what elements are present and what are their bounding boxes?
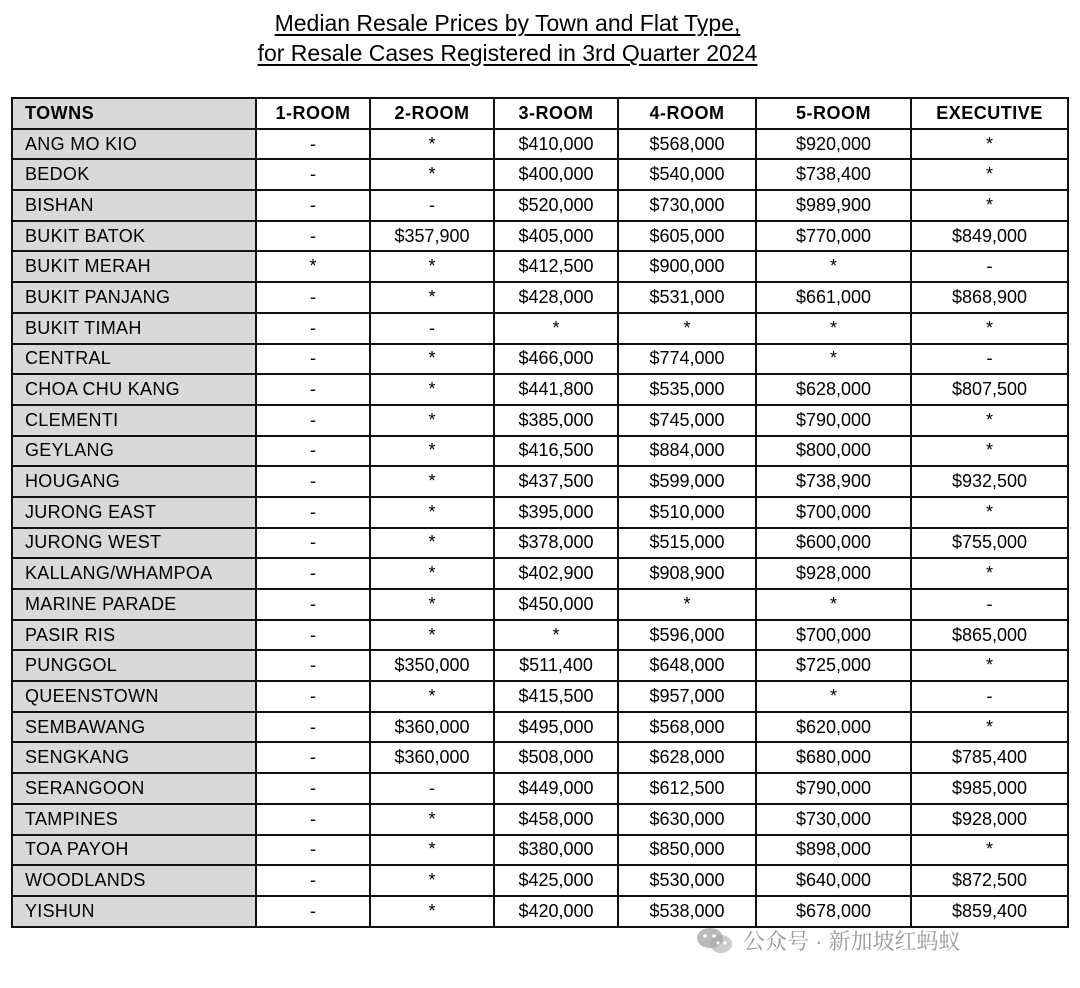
price-cell-4-room: $540,000 [618, 159, 756, 190]
town-name-cell: PASIR RIS [12, 620, 256, 651]
town-name-cell: SENGKANG [12, 742, 256, 773]
price-cell-5-room: $661,000 [756, 282, 911, 313]
price-cell-4-room: $628,000 [618, 742, 756, 773]
price-cell-executive: $807,500 [911, 374, 1068, 405]
price-cell-5-room: $989,900 [756, 190, 911, 221]
town-name-cell: ANG MO KIO [12, 129, 256, 160]
price-cell-2-room: $360,000 [370, 712, 494, 743]
price-cell-5-room: $678,000 [756, 896, 911, 927]
price-cell-4-room: $515,000 [618, 528, 756, 559]
table-row [12, 251, 1068, 282]
price-cell-4-room: $535,000 [618, 374, 756, 405]
title-line-2: for Resale Cases Registered in 3rd Quarter 2024 [257, 40, 758, 66]
table-row [12, 190, 1068, 221]
price-cell-executive: - [911, 589, 1068, 620]
price-cell-1-room: - [256, 190, 370, 221]
price-cell-5-room: $928,000 [756, 558, 911, 589]
table-row [12, 129, 1068, 160]
price-cell-4-room: $596,000 [618, 620, 756, 651]
price-cell-3-room: $458,000 [494, 804, 618, 835]
price-cell-4-room: $538,000 [618, 896, 756, 927]
price-cell-1-room: - [256, 896, 370, 927]
price-cell-1-room: - [256, 313, 370, 344]
price-cell-1-room: - [256, 865, 370, 896]
wechat-icon [695, 926, 735, 956]
price-cell-1-room: - [256, 129, 370, 160]
price-cell-1-room: - [256, 558, 370, 589]
price-cell-2-room: * [370, 497, 494, 528]
price-cell-3-room: $450,000 [494, 589, 618, 620]
price-cell-2-room: * [370, 344, 494, 375]
column-header-3-room: 3-ROOM [494, 98, 618, 129]
town-name-cell: CLEMENTI [12, 405, 256, 436]
price-cell-2-room: * [370, 282, 494, 313]
price-cell-2-room: * [370, 528, 494, 559]
price-cell-4-room: $510,000 [618, 497, 756, 528]
table-row [12, 650, 1068, 681]
price-cell-5-room: $790,000 [756, 405, 911, 436]
price-cell-4-room: $774,000 [618, 344, 756, 375]
price-cell-1-room: - [256, 589, 370, 620]
price-cell-3-room: $520,000 [494, 190, 618, 221]
price-cell-5-room: $680,000 [756, 742, 911, 773]
price-cell-executive: * [911, 497, 1068, 528]
price-cell-1-room: - [256, 497, 370, 528]
price-cell-1-room: - [256, 344, 370, 375]
column-header-5-room: 5-ROOM [756, 98, 911, 129]
price-cell-executive: * [911, 436, 1068, 467]
price-cell-3-room: $449,000 [494, 773, 618, 804]
price-cell-3-room: $437,500 [494, 466, 618, 497]
table-row [12, 589, 1068, 620]
price-cell-3-room: $405,000 [494, 221, 618, 252]
town-name-cell: BEDOK [12, 159, 256, 190]
price-cell-1-room: - [256, 620, 370, 651]
price-cell-5-room: $920,000 [756, 129, 911, 160]
price-cell-3-room: $380,000 [494, 835, 618, 866]
table-header-row [12, 98, 1068, 129]
table-body [12, 129, 1068, 927]
price-cell-executive: $932,500 [911, 466, 1068, 497]
town-name-cell: BUKIT PANJANG [12, 282, 256, 313]
price-cell-3-room: $495,000 [494, 712, 618, 743]
price-cell-4-room: $884,000 [618, 436, 756, 467]
price-cell-executive: $868,900 [911, 282, 1068, 313]
table-row [12, 681, 1068, 712]
price-cell-executive: $755,000 [911, 528, 1068, 559]
town-name-cell: HOUGANG [12, 466, 256, 497]
price-cell-4-room: $531,000 [618, 282, 756, 313]
price-cell-3-room: $410,000 [494, 129, 618, 160]
price-cell-3-room: * [494, 313, 618, 344]
table-row [12, 742, 1068, 773]
price-cell-2-room: * [370, 804, 494, 835]
table-row [12, 159, 1068, 190]
table-row [12, 436, 1068, 467]
town-name-cell: JURONG EAST [12, 497, 256, 528]
price-cell-3-room: $395,000 [494, 497, 618, 528]
table-row [12, 558, 1068, 589]
watermark [695, 925, 961, 956]
price-cell-3-room: $412,500 [494, 251, 618, 282]
price-cell-3-room: $385,000 [494, 405, 618, 436]
price-cell-2-room: * [370, 620, 494, 651]
price-cell-5-room: $700,000 [756, 620, 911, 651]
table-row [12, 865, 1068, 896]
watermark-text: 公众号 · 新加坡红蚂蚁 [743, 929, 961, 954]
price-cell-executive: * [911, 159, 1068, 190]
price-cell-3-room: $428,000 [494, 282, 618, 313]
town-name-cell: WOODLANDS [12, 865, 256, 896]
price-cell-5-room: $898,000 [756, 835, 911, 866]
price-cell-3-room: $420,000 [494, 896, 618, 927]
price-cell-executive: - [911, 681, 1068, 712]
column-header-2-room: 2-ROOM [370, 98, 494, 129]
price-cell-4-room: * [618, 313, 756, 344]
price-cell-5-room: $738,900 [756, 466, 911, 497]
table-row [12, 282, 1068, 313]
price-cell-1-room: - [256, 374, 370, 405]
price-cell-4-room: $630,000 [618, 804, 756, 835]
price-cell-executive: - [911, 344, 1068, 375]
price-cell-executive: * [911, 405, 1068, 436]
table-row [12, 804, 1068, 835]
town-name-cell: QUEENSTOWN [12, 681, 256, 712]
price-cell-3-room: $441,800 [494, 374, 618, 405]
price-cell-2-room: * [370, 835, 494, 866]
price-cell-4-room: $745,000 [618, 405, 756, 436]
price-cell-3-room: $425,000 [494, 865, 618, 896]
price-cell-executive: * [911, 313, 1068, 344]
price-cell-3-room: $466,000 [494, 344, 618, 375]
price-cell-1-room: - [256, 528, 370, 559]
price-cell-executive: * [911, 558, 1068, 589]
price-cell-2-room: * [370, 681, 494, 712]
price-cell-2-room: $360,000 [370, 742, 494, 773]
price-cell-1-room: - [256, 650, 370, 681]
price-cell-2-room: - [370, 313, 494, 344]
column-header-executive: EXECUTIVE [911, 98, 1068, 129]
title-line-1: Median Resale Prices by Town and Flat Type, [274, 10, 741, 36]
price-cell-4-room: $568,000 [618, 129, 756, 160]
price-cell-4-room: $900,000 [618, 251, 756, 282]
price-cell-1-room: - [256, 405, 370, 436]
table-row [12, 896, 1068, 927]
table-row [12, 773, 1068, 804]
price-cell-1-room: - [256, 436, 370, 467]
price-cell-2-room: $357,900 [370, 221, 494, 252]
town-name-cell: YISHUN [12, 896, 256, 927]
price-cell-3-room: * [494, 620, 618, 651]
town-name-cell: TOA PAYOH [12, 835, 256, 866]
table-row [12, 528, 1068, 559]
town-name-cell: CENTRAL [12, 344, 256, 375]
price-cell-executive: * [911, 650, 1068, 681]
price-cell-1-room: - [256, 282, 370, 313]
table-row [12, 466, 1068, 497]
price-cell-2-room: * [370, 558, 494, 589]
price-cell-4-room: $850,000 [618, 835, 756, 866]
price-cell-2-room: - [370, 773, 494, 804]
table-row [12, 374, 1068, 405]
price-cell-4-room: $612,500 [618, 773, 756, 804]
column-header-4-room: 4-ROOM [618, 98, 756, 129]
price-cell-2-room: * [370, 251, 494, 282]
price-cell-2-room: * [370, 159, 494, 190]
price-cell-executive: * [911, 129, 1068, 160]
price-cell-5-room: * [756, 681, 911, 712]
table-row [12, 712, 1068, 743]
table-row [12, 835, 1068, 866]
price-cell-3-room: $402,900 [494, 558, 618, 589]
price-cell-3-room: $400,000 [494, 159, 618, 190]
price-cell-4-room: $530,000 [618, 865, 756, 896]
price-cell-1-room: - [256, 712, 370, 743]
price-cell-executive: $785,400 [911, 742, 1068, 773]
town-name-cell: GEYLANG [12, 436, 256, 467]
price-cell-1-room: - [256, 466, 370, 497]
price-cell-3-room: $416,500 [494, 436, 618, 467]
price-cell-4-room: $599,000 [618, 466, 756, 497]
price-cell-5-room: $738,400 [756, 159, 911, 190]
price-cell-executive: $849,000 [911, 221, 1068, 252]
town-name-cell: SEMBAWANG [12, 712, 256, 743]
price-cell-2-room: * [370, 466, 494, 497]
price-cell-3-room: $511,400 [494, 650, 618, 681]
price-cell-1-room: - [256, 804, 370, 835]
table-row [12, 405, 1068, 436]
price-cell-executive: $865,000 [911, 620, 1068, 651]
price-cell-4-room: $957,000 [618, 681, 756, 712]
price-cell-5-room: $620,000 [756, 712, 911, 743]
price-cell-4-room: $605,000 [618, 221, 756, 252]
price-cell-5-room: $770,000 [756, 221, 911, 252]
town-name-cell: JURONG WEST [12, 528, 256, 559]
price-cell-5-room: $730,000 [756, 804, 911, 835]
price-cell-1-room: * [256, 251, 370, 282]
document-title [0, 8, 1015, 68]
town-name-cell: SERANGOON [12, 773, 256, 804]
table-row [12, 497, 1068, 528]
table-row [12, 344, 1068, 375]
price-cell-executive: $985,000 [911, 773, 1068, 804]
price-cell-executive: - [911, 251, 1068, 282]
town-name-cell: PUNGGOL [12, 650, 256, 681]
town-name-cell: TAMPINES [12, 804, 256, 835]
price-cell-5-room: $725,000 [756, 650, 911, 681]
price-cell-executive: $928,000 [911, 804, 1068, 835]
price-cell-4-room: $568,000 [618, 712, 756, 743]
price-cell-executive: * [911, 835, 1068, 866]
price-cell-executive: $872,500 [911, 865, 1068, 896]
town-name-cell: BISHAN [12, 190, 256, 221]
table-row [12, 221, 1068, 252]
price-cell-1-room: - [256, 835, 370, 866]
price-cell-5-room: $628,000 [756, 374, 911, 405]
price-cell-3-room: $508,000 [494, 742, 618, 773]
price-cell-3-room: $378,000 [494, 528, 618, 559]
price-cell-executive: $859,400 [911, 896, 1068, 927]
column-header-towns: TOWNS [12, 98, 256, 129]
price-cell-5-room: $800,000 [756, 436, 911, 467]
price-cell-1-room: - [256, 742, 370, 773]
price-cell-2-room: * [370, 374, 494, 405]
price-cell-5-room: $790,000 [756, 773, 911, 804]
price-cell-2-room: * [370, 436, 494, 467]
price-cell-1-room: - [256, 159, 370, 190]
resale-price-table [11, 97, 1069, 928]
price-cell-2-room: - [370, 190, 494, 221]
price-cell-1-room: - [256, 681, 370, 712]
price-cell-2-room: * [370, 865, 494, 896]
column-header-1-room: 1-ROOM [256, 98, 370, 129]
price-cell-4-room: $730,000 [618, 190, 756, 221]
town-name-cell: CHOA CHU KANG [12, 374, 256, 405]
price-cell-5-room: $640,000 [756, 865, 911, 896]
town-name-cell: BUKIT BATOK [12, 221, 256, 252]
price-cell-5-room: $700,000 [756, 497, 911, 528]
price-cell-3-room: $415,500 [494, 681, 618, 712]
price-cell-5-room: * [756, 251, 911, 282]
price-cell-executive: * [911, 190, 1068, 221]
price-cell-5-room: $600,000 [756, 528, 911, 559]
price-cell-4-room: * [618, 589, 756, 620]
town-name-cell: BUKIT TIMAH [12, 313, 256, 344]
town-name-cell: MARINE PARADE [12, 589, 256, 620]
price-cell-1-room: - [256, 221, 370, 252]
table-row [12, 620, 1068, 651]
price-cell-4-room: $648,000 [618, 650, 756, 681]
price-cell-1-room: - [256, 773, 370, 804]
price-cell-5-room: * [756, 589, 911, 620]
town-name-cell: KALLANG/WHAMPOA [12, 558, 256, 589]
price-cell-2-room: * [370, 405, 494, 436]
town-name-cell: BUKIT MERAH [12, 251, 256, 282]
price-cell-2-room: * [370, 589, 494, 620]
price-cell-4-room: $908,900 [618, 558, 756, 589]
price-cell-2-room: $350,000 [370, 650, 494, 681]
price-cell-2-room: * [370, 129, 494, 160]
price-cell-5-room: * [756, 344, 911, 375]
table-row [12, 313, 1068, 344]
price-cell-2-room: * [370, 896, 494, 927]
price-cell-5-room: * [756, 313, 911, 344]
price-cell-executive: * [911, 712, 1068, 743]
